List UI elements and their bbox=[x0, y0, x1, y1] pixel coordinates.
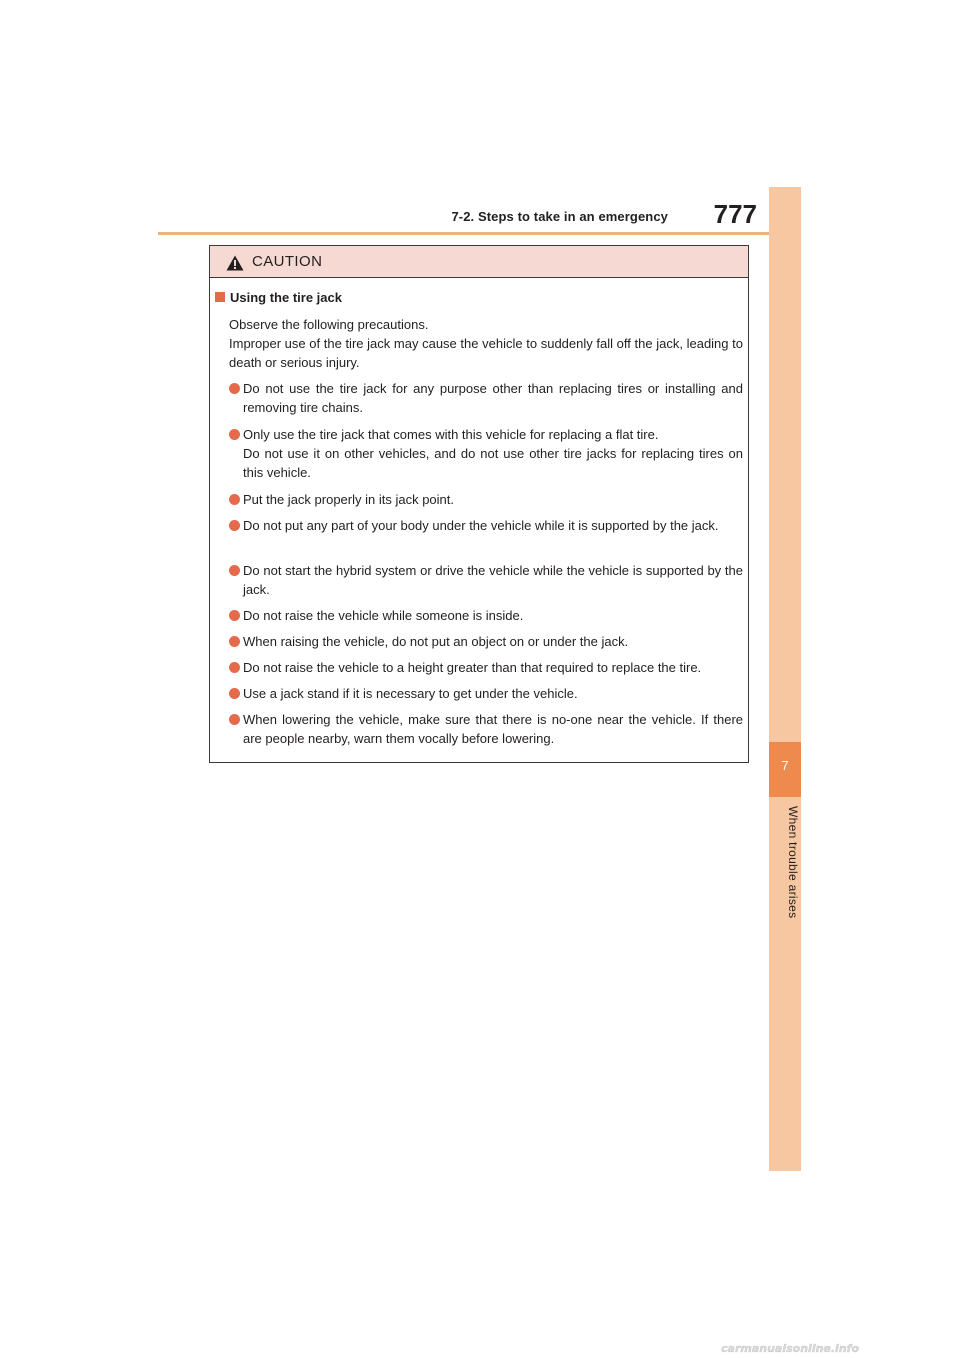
list-item-text: Do not use the tire jack for any purpose other than replacing tires or installing and removing tire chains. bbox=[243, 381, 743, 415]
list-item-text: Use a jack stand if it is necessary to get under the vehicle. bbox=[243, 686, 578, 701]
square-marker-icon bbox=[215, 292, 225, 302]
chapter-number: 7 bbox=[781, 758, 789, 773]
caution-title: CAUTION bbox=[252, 253, 323, 270]
intro-line: Improper use of the tire jack may cause the vehicle to suddenly fall off the jack, leading to death or serious injury. bbox=[229, 336, 743, 370]
chapter-tab[interactable] bbox=[769, 742, 801, 797]
bullet-dot-icon bbox=[229, 662, 240, 673]
list-item-text: Do not start the hybrid system or drive the vehicle while the vehicle is supported by the jack. bbox=[243, 563, 743, 597]
warning-triangle-icon bbox=[226, 255, 244, 271]
header-rule bbox=[158, 232, 800, 235]
list-item bbox=[229, 684, 743, 703]
list-item-text: When raising the vehicle, do not put an object on or under the jack. bbox=[243, 634, 629, 649]
list-item-text: Do not raise the vehicle to a height greater than that required to replace the tire. bbox=[243, 660, 702, 675]
intro-line: Observe the following precautions. bbox=[229, 317, 429, 332]
bullet-dot-icon bbox=[229, 383, 240, 394]
bullet-dot-icon bbox=[229, 610, 240, 621]
list-item bbox=[229, 379, 743, 417]
chapter-tab-strip bbox=[769, 187, 801, 1171]
bullet-dot-icon bbox=[229, 636, 240, 647]
list-item bbox=[229, 561, 743, 599]
list-item bbox=[229, 516, 743, 535]
list-item bbox=[229, 490, 743, 509]
header-section-title: 7-2. Steps to take in an emergency bbox=[451, 209, 668, 224]
bullet-dot-icon bbox=[229, 494, 240, 505]
list-item bbox=[229, 658, 743, 677]
caution-box bbox=[209, 245, 749, 763]
list-item-text: Only use the tire jack that comes with this vehicle for replacing a flat tire. bbox=[243, 427, 659, 442]
list-item-text: Do not raise the vehicle while someone is inside. bbox=[243, 608, 524, 623]
list-item-text: Do not put any part of your body under the vehicle while it is supported by the jack. bbox=[243, 518, 719, 533]
list-item-text: When lowering the vehicle, make sure that there is no-one near the vehicle. If there are people nearby, warn them vocally before lowering. bbox=[243, 712, 743, 746]
list-item bbox=[229, 632, 743, 651]
list-item-text: Put the jack properly in its jack point. bbox=[243, 492, 454, 507]
section-heading-text: Using the tire jack bbox=[230, 290, 342, 305]
list-item bbox=[229, 710, 743, 748]
bullet-dot-icon bbox=[229, 714, 240, 725]
intro-text bbox=[229, 315, 743, 372]
bullet-dot-icon bbox=[229, 520, 240, 531]
caution-header bbox=[210, 246, 748, 278]
svg-text:carmanualsonline.info: carmanualsonline.info bbox=[721, 1342, 859, 1355]
bullet-dot-icon bbox=[229, 688, 240, 699]
bullet-dot-icon bbox=[229, 429, 240, 440]
list-item bbox=[229, 425, 743, 482]
list-item bbox=[229, 606, 743, 625]
list-item-text: Do not use it on other vehicles, and do not use other tire jacks for replacing tires on this vehicle. bbox=[243, 446, 743, 480]
chapter-label: When trouble arises bbox=[786, 806, 800, 919]
section-heading bbox=[215, 290, 342, 305]
watermark-logo bbox=[721, 1341, 956, 1355]
bullet-dot-icon bbox=[229, 565, 240, 576]
page-number: 777 bbox=[713, 199, 757, 229]
